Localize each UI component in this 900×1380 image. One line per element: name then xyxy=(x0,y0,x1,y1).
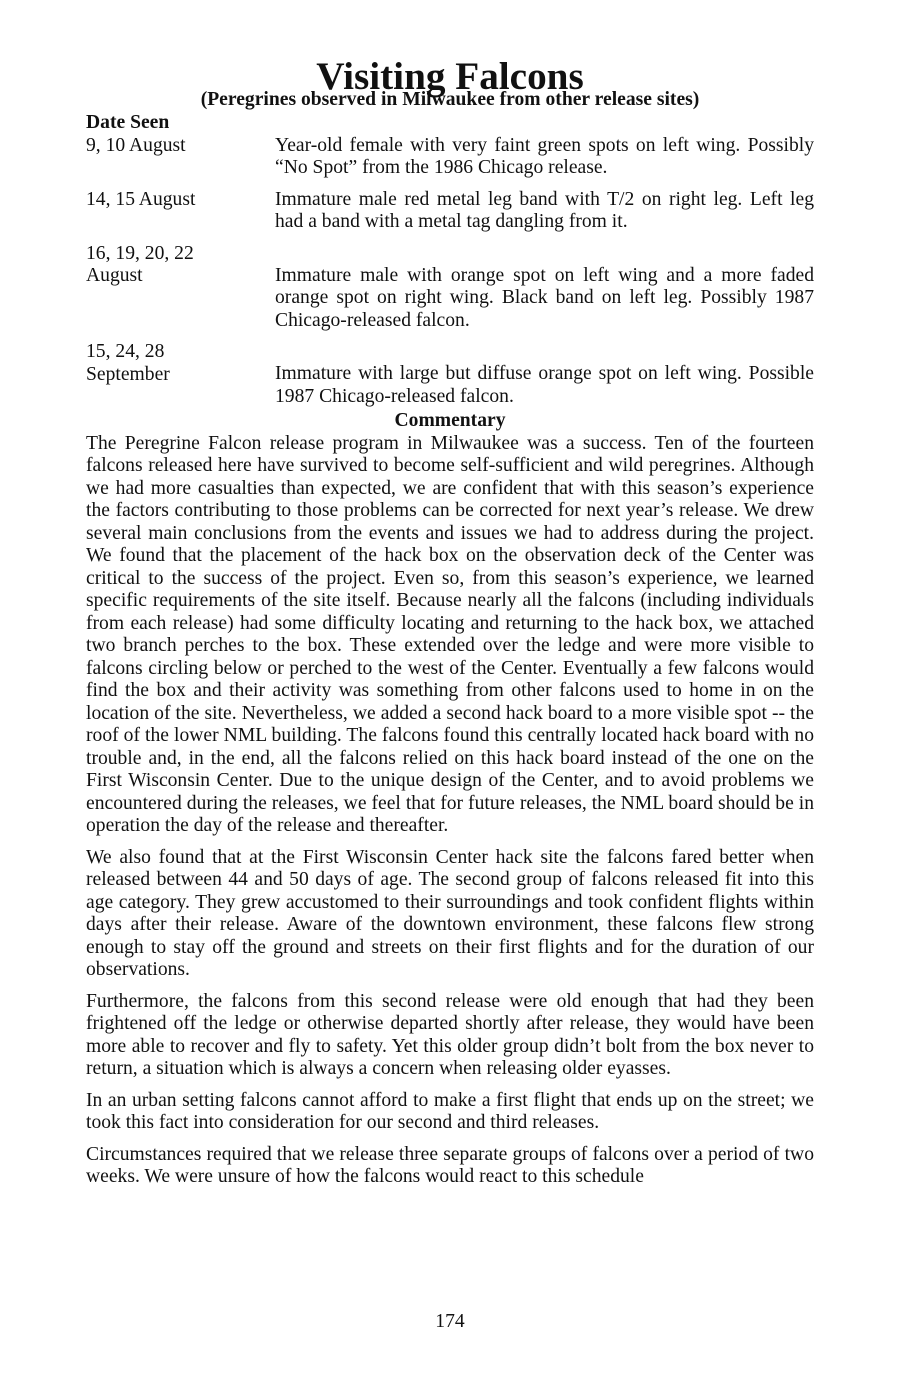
body-paragraph: Furthermore, the falcons from this second release were old enough that had they been frightened off the ledge or otherwise departed shortly after release, they would have been more able to recover and fly to safety. Yet this older group didn’t bolt from the box never to return, a situation which is always a concern when releasing older eyasses. xyxy=(86,990,814,1079)
body-paragraph: Circumstances required that we release three separate groups of falcons over a period of two weeks. We were unsure of how the falcons would react to this schedule xyxy=(86,1143,814,1187)
commentary-heading: Commentary xyxy=(394,410,506,431)
page-number: 174 xyxy=(435,1311,465,1332)
sighting-description: Immature with large but diffuse orange spot on left wing. Possible 1987 Chicago-released falcon. xyxy=(275,363,814,407)
sighting-date-line: 14, 15 August xyxy=(86,188,196,210)
sighting-row xyxy=(86,189,814,234)
sighting-date xyxy=(86,341,275,408)
sighting-date xyxy=(86,189,275,234)
body-paragraph: We also found that at the First Wisconsin Center hack site the falcons fared better when released between 44 and 50 days of age. The second group of falcons released fit into this age category. They grew accustomed to their surroundings and took confident flights within days after their release. Aware of the downtown environment, these falcons flew strong enough to stay off the ground and streets on their first flights and for the duration of our observations. xyxy=(86,846,814,980)
date-seen-header: Date Seen xyxy=(86,112,170,133)
document-page xyxy=(86,55,814,1198)
sighting-row xyxy=(86,135,814,180)
sighting-date xyxy=(86,135,275,180)
body-paragraph: In an urban setting falcons cannot afford to make a first flight that ends up on the street; we took this fact into consideration for our second and third releases. xyxy=(86,1089,814,1133)
sighting-date xyxy=(86,243,275,333)
sighting-row xyxy=(86,341,814,408)
sighting-row xyxy=(86,243,814,333)
sightings-table xyxy=(86,135,814,409)
sighting-date-line: 9, 10 August xyxy=(86,134,186,156)
page-title: Visiting Falcons xyxy=(316,55,584,98)
sighting-date-line: 15, 24, 28 xyxy=(86,341,165,362)
sighting-date-line: 16, 19, 20, 22 xyxy=(86,242,194,264)
page-subtitle: (Peregrines observed in Milwaukee from other release sites) xyxy=(200,88,700,110)
sighting-date-line: September xyxy=(86,363,170,385)
sighting-description: Immature male red metal leg band with T/2 on right leg. Left leg had a band with a metal tag dangling from it. xyxy=(275,188,814,232)
body-paragraph: The Peregrine Falcon release program in Milwaukee was a success. Ten of the fourteen falcons released here have survived to become self-sufficient and wild peregrines. Although we had more casualties than expected, we are confident that with this season’s experience the factors contributing to those problems can be corrected for next year’s release. We drew several main conclusions from the events and issues we had to address during the project. We found that the placement of the hack box on the observation deck of the Center was critical to the success of the project. Even so, from this season’s experience, we learned specific requirements of the site itself. Because nearly all the falcons (including individuals from each release) had some difficulty locating and returning to the hack box, we attached two branch perches to the box. These extended over the ledge and were more visible to falcons circling below or perched to the west of the Center. Eventually a few falcons would find the box and their activity was something from other falcons used to home in on the location of the site. Nevertheless, we added a second hack board to a more visible spot -- the roof of the lower NML building. The falcons found this centrally located hack board with no trouble and, in the end, all the falcons relied on this hack board instead of the one on the First Wisconsin Center. Due to the unique design of the Center, and to avoid problems we encountered during the releases, we feel that for future releases, the NML board should be in operation the day of the release and thereafter. xyxy=(86,432,814,836)
sighting-description: Immature male with orange spot on left wing and a more faded orange spot on right wing. Black band on left leg. Possibly 1987 Chicago-released falcon. xyxy=(275,264,814,331)
sighting-date-line: August xyxy=(86,265,143,286)
sighting-description: Year-old female with very faint green spots on left wing. Possibly “No Spot” from the 1986 Chicago release. xyxy=(275,134,814,178)
